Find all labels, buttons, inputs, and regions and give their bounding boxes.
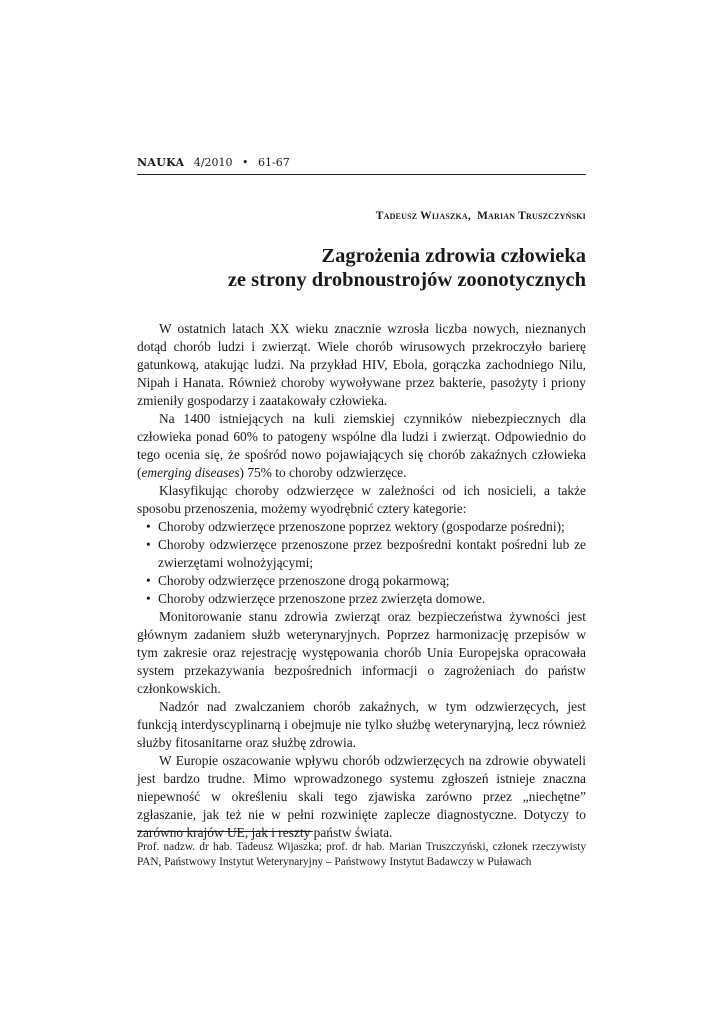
category-list — [137, 518, 586, 608]
paragraph-3: Klasyfikując choroby odzwierzęce w zależności od ich nosicieli, a także sposobu przenoszenia, możemy wyodrębnić cztery kategorie: — [137, 483, 586, 516]
article-authors — [376, 210, 586, 222]
article-body — [137, 320, 586, 842]
list-item: • Choroby odzwierzęce przenoszone poprzez wektory (gospodarze pośredni); — [137, 518, 586, 536]
page-range: 61-67 — [258, 156, 290, 169]
paragraph-6: W Europie oszacowanie wpływu chorób odzwierzęcych na zdrowie obywateli jest bardzo trudne. Mimo wprowadzonego systemu zgłoszeń istnieje znaczna niepewność w określeniu skali tego zjawiska zarówno przez „niechętne” zgłaszanie, jak też nie w pełni rozwinięte zaplecze diagnostyczne. Dotyczy to zarówno krajów UE, jak i reszty państw świata. — [137, 753, 586, 840]
running-header — [137, 156, 586, 170]
paragraph-1: W ostatnich latach XX wieku znacznie wzrosła liczba nowych, nieznanych dotąd chorób ludzi i zwierząt. Wiele chorób wirusowych przekroczyło barierę gatunkową, atakując ludzi. Na przykład HIV, Ebola, gorączka zachodniego Nilu, Nipah i Hanata. Również choroby wywoływane przez bakterie, pasożyty i priony zmieniły gospodarzy i zaatakowały człowieka. — [137, 321, 586, 408]
list-item: • Choroby odzwierzęce przenoszone przez bezpośredni kontakt pośredni lub ze zwierzętami wolnożyjącymi; — [137, 536, 586, 572]
header-rule — [137, 174, 586, 175]
header-separator: • — [242, 156, 249, 169]
list-item: • Choroby odzwierzęce przenoszone drogą pokarmową; — [137, 572, 586, 590]
paragraph-2-emphasis: emerging diseases — [141, 465, 240, 480]
article-title — [146, 244, 586, 292]
title-line-2: ze strony drobnoustrojów zoonotycznych — [227, 269, 586, 291]
author-2: Marian Truszczyński — [476, 210, 586, 222]
list-item: • Choroby odzwierzęce przenoszone przez zwierzęta domowe. — [137, 590, 586, 608]
journal-name: NAUKA — [137, 156, 185, 169]
paragraph-2-text-a: Na 1400 istniejących na kuli ziemskiej czynników niebezpiecznych dla człowieka ponad 60% to patogeny wspólne dla ludzi i zwierząt. Odpowiednio do tego ocenia się, że spośród nowo pojawiających się chorób zakaźnych człowieka ( — [137, 411, 586, 480]
footnote-rule — [137, 831, 313, 832]
issue-number: 4/2010 — [193, 156, 233, 169]
title-line-1: Zagrożenia zdrowia człowieka — [321, 245, 586, 267]
author-1: Tadeusz Wijaszka, — [375, 210, 471, 222]
paragraph-2-text-b: ) 75% to choroby odzwierzęce. — [239, 465, 407, 480]
paragraph-4: Monitorowanie stanu zdrowia zwierząt oraz bezpieczeństwa żywności jest głównym zadaniem służb weterynaryjnych. Poprzez harmonizację przepisów w tym zakresie oraz rejestrację występowania chorób Unia Europejska opracowała system przekazywania bezpośrednich informacji o zagrożeniach do państw członkowskich. — [137, 609, 586, 696]
paragraph-2 — [137, 410, 586, 482]
paragraph-5: Nadzór nad zwalczaniem chorób zakaźnych, w tym odzwierzęcych, jest funkcją interdyscyplinarną i obejmuje nie tylko służbę weterynaryjną, lecz również służby fitosanitarne oraz służbę zdrowia. — [137, 699, 586, 750]
footnote: Prof. nadzw. dr hab. Tadeusz Wijaszka; prof. dr hab. Marian Truszczyński, członek rzeczywisty PAN, Państwowy Instytut Weterynaryjny – Państwowy Instytut Badawczy w Puławach — [137, 841, 586, 868]
